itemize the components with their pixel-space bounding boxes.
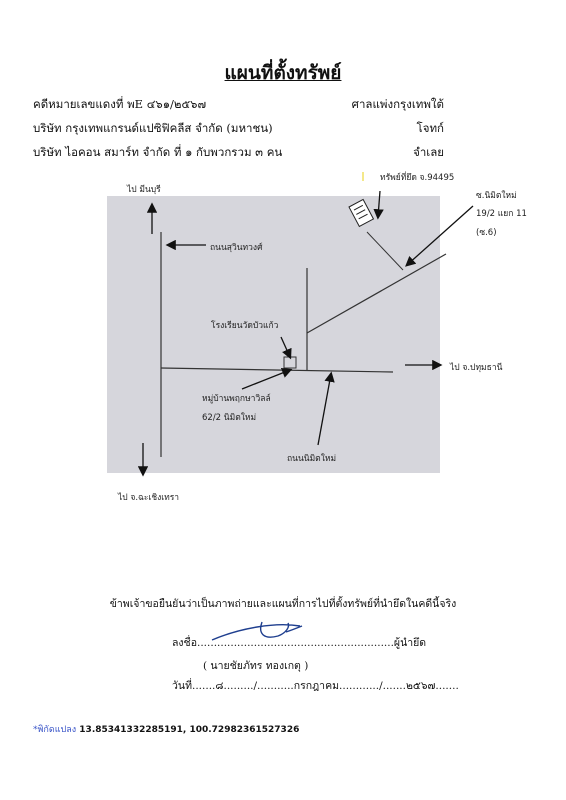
arrow-to-village — [242, 370, 290, 389]
property-pointer-line — [367, 232, 403, 270]
road-horizontal — [161, 368, 393, 372]
label-village-line2: 62/2 นิมิตใหม่ — [202, 413, 257, 423]
label-to-pathumthani: ไป จ.ปทุมธานี — [450, 363, 503, 373]
label-soi-line1: ซ.นิมิตใหม่ — [476, 191, 517, 201]
signature-line — [172, 634, 426, 651]
school-marker — [284, 357, 296, 368]
court-name: ศาลแพ่งกรุงเทพใต้ — [351, 97, 444, 111]
label-road-nimitmai: ถนนนิมิตใหม่ — [287, 454, 337, 464]
label-soi-line2: 19/2 แยก 11 — [476, 209, 527, 219]
label-soi-line3: (ซ.6) — [476, 228, 497, 238]
date-day: ๘ — [215, 680, 224, 692]
label-village-line1: หมู่บ้านพฤกษาวิลล์ — [202, 394, 271, 404]
road-diagonal-soi — [307, 254, 446, 333]
signature-dots: ........................................................... — [197, 637, 394, 649]
certification-text: ข้าพเจ้าขอยืนยันว่าเป็นภาพถ่ายและแผนที่การไปที่ตั้งทรัพย์ที่นำยึดในคดีนี้จริง — [109, 598, 457, 610]
coordinates-value: 13.85341332285191, 100.72982361527326 — [79, 725, 300, 735]
label-school: โรงเรียนวัดบัวแก้ว — [211, 321, 279, 331]
case-number: คดีหมายเลขแดงที่ พE ๔๖๑/๒๕๖๗ — [33, 97, 207, 111]
arrow-to-nimitmai — [318, 374, 331, 445]
date-prefix: วันที่ — [172, 680, 192, 692]
label-to-minburi: ไป มีนบุรี — [127, 185, 161, 195]
signature-suffix: ผู้นำยึด — [393, 637, 427, 649]
property-icon — [349, 199, 373, 226]
label-to-chachoengsao: ไป จ.ฉะเชิงเทรา — [118, 493, 180, 503]
signer-name: ( นายชัยภัทร ทองเกตุ ) — [203, 660, 309, 672]
signature-prefix: ลงชื่อ — [172, 637, 197, 649]
date-line: วันที่.......๘........./...........กรกฎาคม............/.......๒๕๖๗....... — [172, 680, 459, 692]
arrow-to-soi — [407, 206, 473, 265]
page-title: แผนที่ตั้งทรัพย์ — [224, 62, 342, 84]
date-month: กรกฎาคม — [293, 680, 340, 692]
date-year: ๒๕๖๗ — [405, 680, 436, 692]
arrow-to-school — [281, 337, 290, 357]
defendant-label: จำเลย — [413, 145, 444, 159]
plaintiff-name: บริษัท กรุงเทพแกรนด์แปซิฟิคลีส จำกัด (มหาชน) — [33, 121, 273, 135]
coordinates — [33, 722, 299, 736]
arrow-to-property — [378, 191, 380, 217]
coordinates-label: *พิกัดแปลง — [33, 725, 77, 735]
label-road-suwinthawong: ถนนสุวินทวงศ์ — [210, 243, 263, 253]
plaintiff-label: โจทก์ — [416, 121, 444, 135]
defendant-name: บริษัท ไอคอน สมาร์ท จำกัด ที่ ๑ กับพวกรวม ๓ คน — [33, 145, 283, 159]
label-property: ทรัพย์ที่ยึด จ.94495 — [380, 173, 455, 183]
